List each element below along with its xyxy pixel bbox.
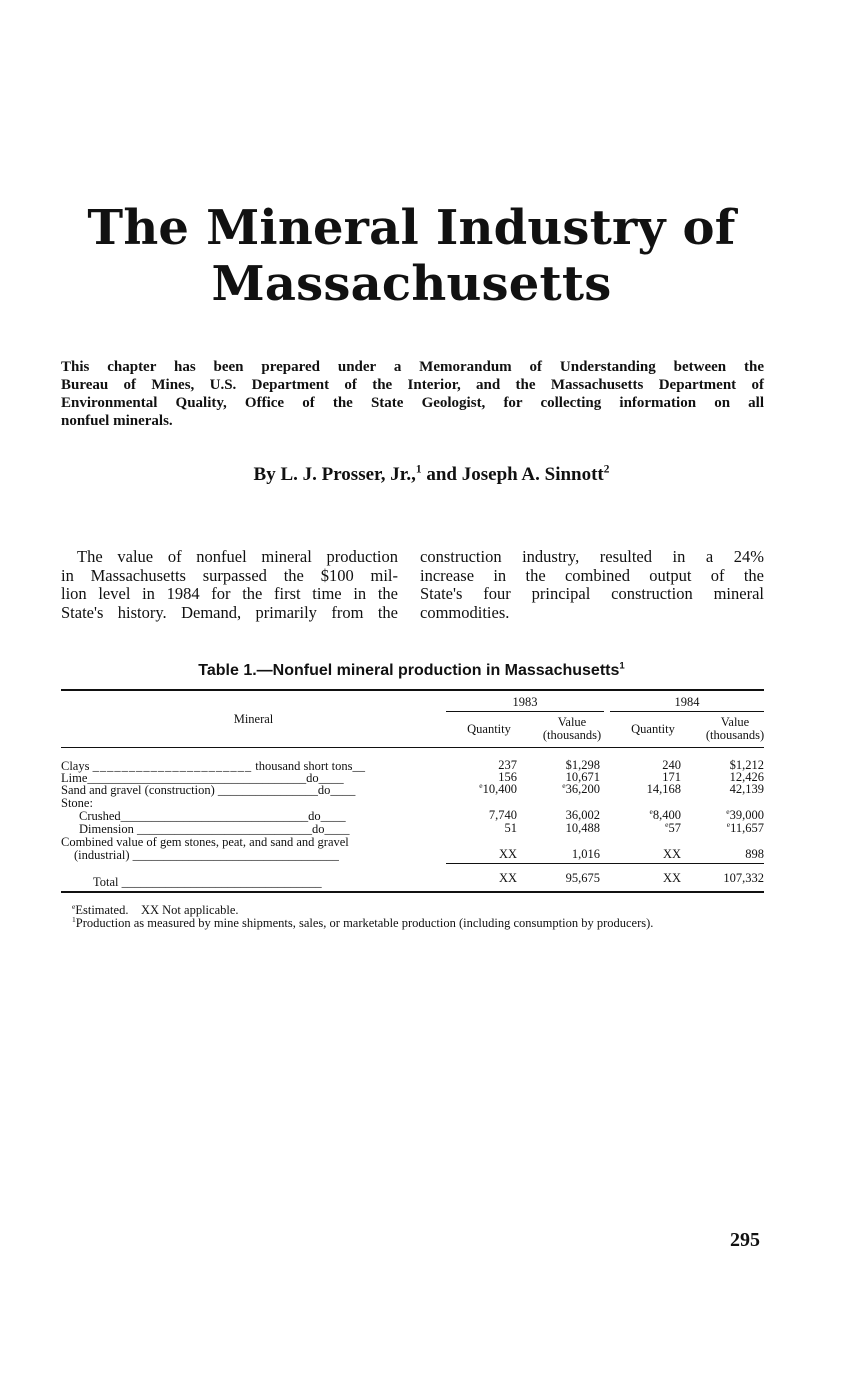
cell-value-1983: $1,298 <box>565 758 600 772</box>
body-line: lion level in 1984 for the first time in the <box>61 584 398 604</box>
cell-quantity-1984: $^e$57 <box>665 819 681 835</box>
header-value-1983: Value (thousands) <box>542 715 602 742</box>
estimated-mark: e <box>649 806 653 816</box>
cell-quantity-1984: 171 <box>662 770 681 784</box>
header-year-1984: 1984 <box>674 695 700 709</box>
cell-value-1984: 898 <box>745 847 764 861</box>
estimated-mark: e <box>562 780 566 790</box>
total-value-1983: 95,675 <box>565 871 600 885</box>
body-line: increase in the combined output of the <box>420 565 764 585</box>
header-quantity-1983: Quantity <box>467 722 511 736</box>
table-title-footnote: 1 <box>619 660 625 672</box>
table-bottom-rule <box>61 891 764 893</box>
row-label: Clays ______________________ thousand short tons__ <box>61 759 365 773</box>
memo-line: nonfuel minerals. <box>61 413 173 429</box>
table-top-rule <box>61 689 764 691</box>
row-label: Dimension ____________________________do____ <box>79 822 350 836</box>
body-column-right <box>420 548 764 622</box>
cell-value-1984: $^e$11,657 <box>726 819 764 835</box>
cell-value-1983: $^e$36,200 <box>562 780 600 796</box>
footnote-estimated: $^e$Estimated. XX Not applicable. <box>72 901 239 917</box>
cell-quantity-1983: 7,740 <box>488 808 517 822</box>
total-quantity-1984: XX <box>662 871 681 885</box>
cell-value-1983: 36,002 <box>565 808 600 822</box>
estimated-mark: e <box>726 819 731 829</box>
table-title: Table 1.—Nonfuel mineral production in Massachusetts$^1$ <box>198 660 625 679</box>
cell-quantity-1984: $^e$8,400 <box>649 806 681 822</box>
estimated-mark: e <box>726 806 730 816</box>
year-1983-rule <box>446 711 604 712</box>
body-line: construction industry, resulted in a 24% <box>420 547 764 566</box>
cell-quantity-1984: XX <box>662 847 681 861</box>
header-value-1984: Value (thousands) <box>705 715 765 742</box>
row-label: Crushed______________________________do____ <box>79 809 346 823</box>
total-label: Total ________________________________ <box>93 875 322 889</box>
body-line: State's four principal construction mineral <box>420 584 764 604</box>
year-1984-rule <box>610 711 764 712</box>
cell-value-1983: 10,671 <box>565 770 600 784</box>
cell-value-1984: 42,139 <box>729 782 764 796</box>
row-label: Stone: <box>61 796 93 810</box>
memo-line: This chapter has been prepared under a Memorandum of Understanding between the <box>61 359 764 375</box>
byline-author-1: By L. J. Prosser, Jr., <box>253 464 416 485</box>
cell-quantity-1983: XX <box>498 847 517 861</box>
row-label: Sand and gravel (construction) ________________do____ <box>61 783 356 797</box>
footnote-1: $^1$Production as measured by mine shipments, sales, or marketable production (including consumption by producers). <box>72 914 654 930</box>
body-line: commodities. <box>420 602 510 622</box>
cell-value-1984: 12,426 <box>729 770 764 784</box>
title-line-1: The Mineral Industry of <box>87 200 736 256</box>
cell-value-1983: 1,016 <box>571 847 600 861</box>
byline-footnote-2: 2 <box>603 463 610 476</box>
cell-quantity-1983: 237 <box>498 758 517 772</box>
header-mineral: Mineral <box>233 712 274 726</box>
memo-line: Environmental Quality, Office of the State Geologist, for collecting information on all <box>61 395 764 411</box>
row-label: Combined value of gem stones, peat, and sand and gravel <box>61 835 349 849</box>
total-value-1984: 107,332 <box>723 871 764 885</box>
body-line: State's history. Demand, primarily from the <box>61 602 398 622</box>
byline-author-2: and Joseph A. Sinnott <box>421 464 604 485</box>
cell-quantity-1984: 14,168 <box>646 782 681 796</box>
row-label: Lime___________________________________do____ <box>61 771 344 785</box>
byline <box>0 464 863 486</box>
page-number: 295 <box>730 1229 760 1251</box>
header-bottom-rule <box>61 747 764 748</box>
row-label: (industrial) _________________________________ <box>74 848 339 862</box>
memorandum-note <box>61 358 764 430</box>
header-quantity-1984: Quantity <box>631 722 675 736</box>
cell-quantity-1984: 240 <box>662 758 681 772</box>
estimated-mark: e <box>479 780 483 790</box>
subtotal-rule <box>446 863 764 864</box>
page-title <box>60 200 763 312</box>
body-column-left <box>61 548 398 622</box>
header-year-1983: 1983 <box>512 695 538 709</box>
cell-value-1984: $1,212 <box>729 758 764 772</box>
cell-quantity-1983: 51 <box>504 821 517 835</box>
cell-quantity-1983: $^e$10,400 <box>479 780 517 796</box>
cell-value-1984: $^e$39,000 <box>726 806 764 822</box>
estimated-mark: e <box>665 819 669 829</box>
cell-quantity-1983: 156 <box>498 770 517 784</box>
title-line-2: Massachusetts <box>211 256 612 312</box>
memo-line: Bureau of Mines, U.S. Department of the Interior, and the Massachusetts Department of <box>61 377 764 393</box>
cell-value-1983: 10,488 <box>565 821 600 835</box>
body-line: The value of nonfuel mineral production <box>77 547 398 566</box>
total-quantity-1983: XX <box>498 871 517 885</box>
body-line: in Massachusetts surpassed the $100 mil- <box>61 565 398 585</box>
byline-footnote-1: 1 <box>415 463 422 476</box>
